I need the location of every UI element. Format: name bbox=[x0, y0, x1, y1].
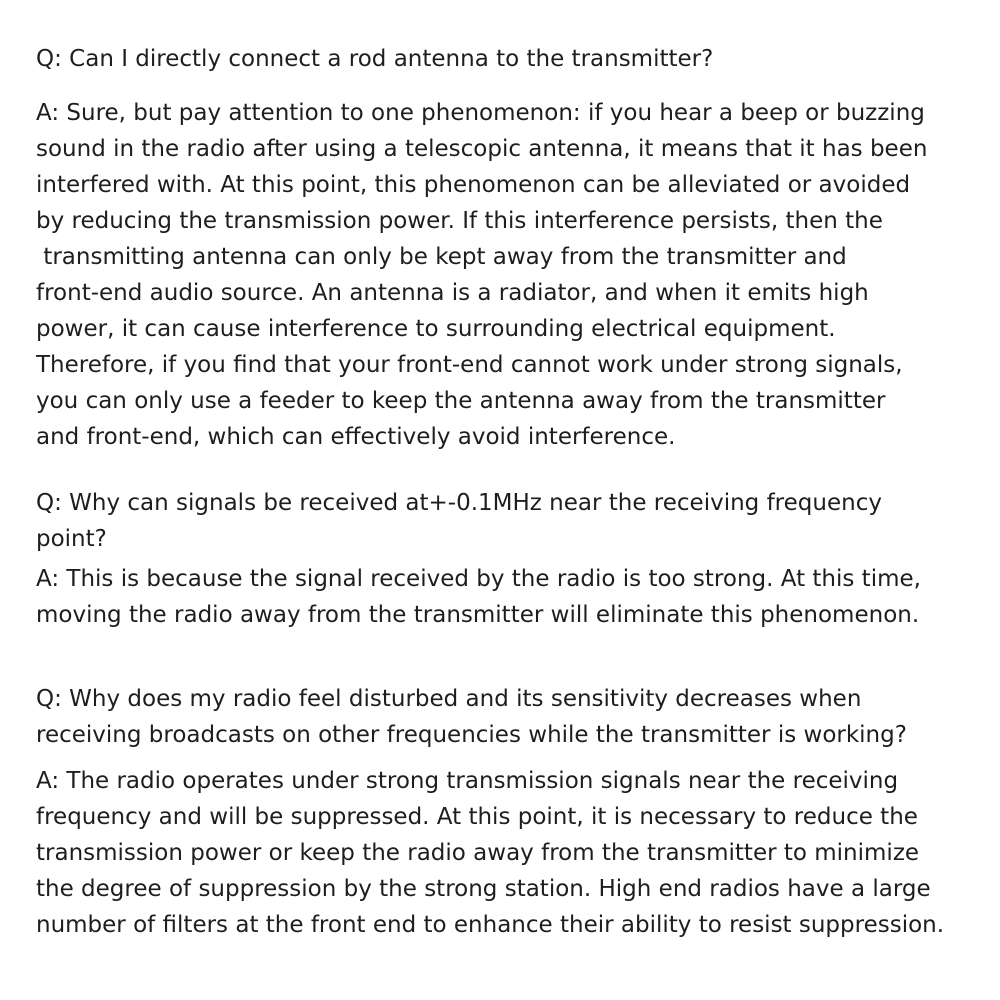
faq-3-answer-line: the degree of suppression by the strong station. High end radios have a large bbox=[36, 876, 931, 902]
faq-3-answer-line: number of filters at the front end to enhance their ability to resist suppression. bbox=[36, 912, 945, 938]
faq-1-answer-line: A: Sure, but pay attention to one phenomenon: if you hear a beep or buzzing bbox=[36, 100, 925, 126]
faq-1-answer-line: power, it can cause interference to surrounding electrical equipment. bbox=[36, 316, 836, 342]
faq-1-answer-line: front-end audio source. An antenna is a radiator, and when it emits high bbox=[36, 280, 869, 306]
faq-2-answer-line: moving the radio away from the transmitter will eliminate this phenomenon. bbox=[36, 602, 920, 628]
faq-1-answer-line: by reducing the transmission power. If this interference persists, then the bbox=[36, 208, 883, 234]
faq-2-question-line: Q: Why can signals be received at+-0.1MHz near the receiving frequency bbox=[36, 490, 882, 516]
faq-1-answer-line: transmitting antenna can only be kept away from the transmitter and bbox=[36, 244, 847, 270]
faq-3-question-line: receiving broadcasts on other frequencies while the transmitter is working? bbox=[36, 722, 907, 748]
faq-1-question-line: Q: Can I directly connect a rod antenna to the transmitter? bbox=[36, 46, 714, 72]
faq-1-answer-line: sound in the radio after using a telescopic antenna, it means that it has been bbox=[36, 136, 928, 162]
faq-3-answer-line: transmission power or keep the radio away from the transmitter to minimize bbox=[36, 840, 920, 866]
faq-3-question-line: Q: Why does my radio feel disturbed and its sensitivity decreases when bbox=[36, 686, 862, 712]
faq-1-answer-line: Therefore, if you find that your front-end cannot work under strong signals, bbox=[36, 352, 903, 378]
faq-2-question-line: point? bbox=[36, 526, 107, 552]
faq-3-answer-line: frequency and will be suppressed. At this point, it is necessary to reduce the bbox=[36, 804, 918, 830]
faq-1-answer-line: you can only use a feeder to keep the antenna away from the transmitter bbox=[36, 388, 886, 414]
faq-3-answer-line: A: The radio operates under strong transmission signals near the receiving bbox=[36, 768, 899, 794]
faq-1-answer-line: and front-end, which can effectively avoid interference. bbox=[36, 424, 676, 450]
faq-1-answer-line: interfered with. At this point, this phenomenon can be alleviated or avoided bbox=[36, 172, 911, 198]
faq-2-answer-line: A: This is because the signal received by the radio is too strong. At this time, bbox=[36, 566, 921, 592]
